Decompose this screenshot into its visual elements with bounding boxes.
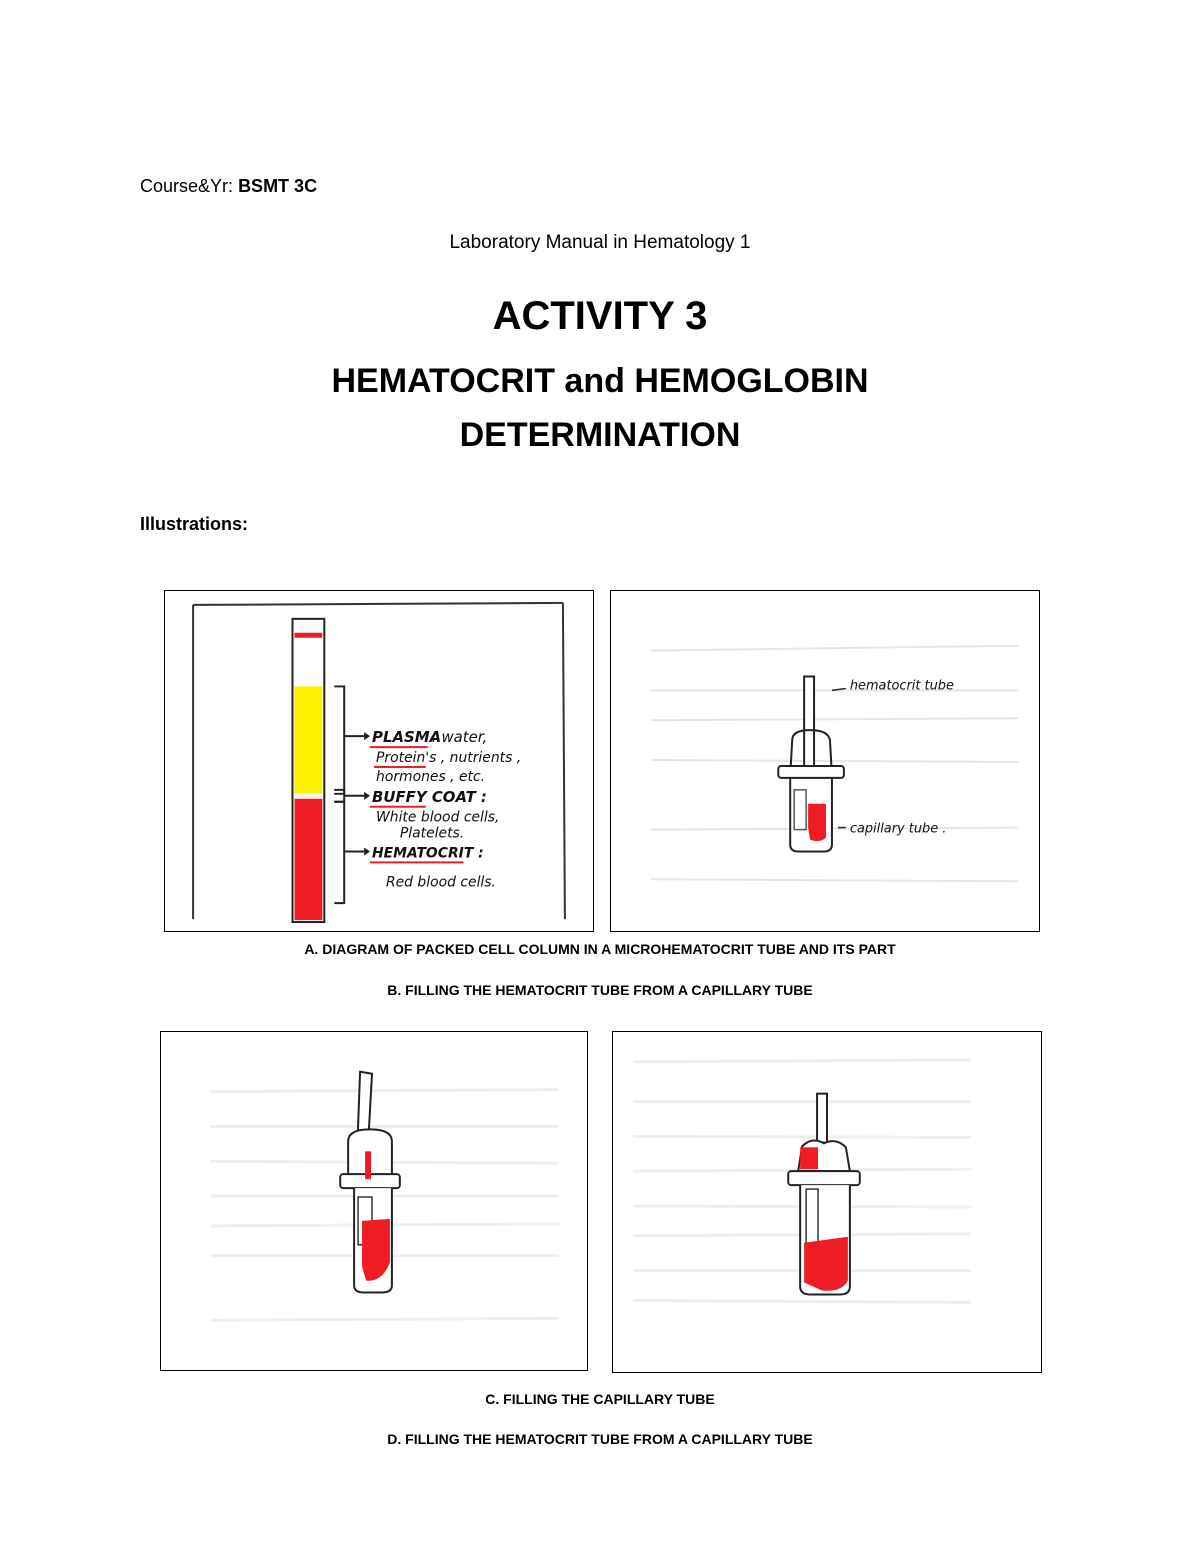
illustration-b bbox=[610, 590, 1040, 932]
buffy-coat-layer bbox=[294, 794, 322, 799]
subtitle-line-1: HEMATOCRIT and HEMOGLOBIN bbox=[331, 362, 869, 400]
activity-title: ACTIVITY 3 bbox=[492, 294, 708, 338]
section-label: Illustrations: bbox=[140, 514, 249, 534]
hematocrit-fill-diagram-d bbox=[613, 1032, 1041, 1372]
plasma-desc-1: : water, bbox=[431, 728, 488, 747]
plasma-label: PLASMA bbox=[372, 728, 442, 747]
caption-b: B. FILLING THE HEMATOCRIT TUBE FROM A CAPILLARY TUBE bbox=[387, 982, 813, 998]
plasma-layer bbox=[294, 686, 322, 793]
buffy-desc-2: Platelets. bbox=[399, 825, 465, 842]
caption-d: D. FILLING THE HEMATOCRIT TUBE FROM A CAPILLARY TUBE bbox=[387, 1431, 813, 1447]
red-cell-layer bbox=[294, 799, 322, 920]
capillary-fill-diagram bbox=[161, 1032, 587, 1370]
plasma-desc-2: Protein's , nutrients , bbox=[376, 749, 522, 766]
illustration-d bbox=[612, 1031, 1042, 1373]
hematocrit-label: HEMATOCRIT : bbox=[372, 845, 484, 862]
capillary-tube-label: capillary tube . bbox=[849, 821, 947, 837]
caption-a: A. DIAGRAM OF PACKED CELL COLUMN IN A MICROHEMATOCRIT TUBE AND ITS PART bbox=[304, 941, 896, 957]
packed-cell-diagram bbox=[165, 591, 593, 931]
plasma-desc-3: hormones , etc. bbox=[376, 768, 486, 785]
buffy-coat-label: BUFFY COAT : bbox=[372, 787, 487, 806]
buffy-desc-1: White blood cells, bbox=[376, 809, 500, 826]
illustration-c bbox=[160, 1031, 588, 1371]
hematocrit-tube-label: hematocrit tube bbox=[849, 678, 954, 694]
caption-c: C. FILLING THE CAPILLARY TUBE bbox=[485, 1391, 715, 1407]
activity-subtitle bbox=[0, 354, 1200, 462]
course-value: BSMT 3C bbox=[238, 176, 318, 196]
course-year bbox=[140, 176, 317, 197]
subtitle-line-2: DETERMINATION bbox=[459, 416, 741, 454]
manual-title: Laboratory Manual in Hematology 1 bbox=[449, 232, 751, 253]
hematocrit-desc: Red blood cells. bbox=[385, 874, 496, 891]
course-label: Course&Yr: bbox=[140, 176, 234, 196]
illustration-a bbox=[164, 590, 594, 932]
hematocrit-fill-diagram-b bbox=[611, 591, 1039, 931]
top-seal bbox=[294, 633, 322, 638]
